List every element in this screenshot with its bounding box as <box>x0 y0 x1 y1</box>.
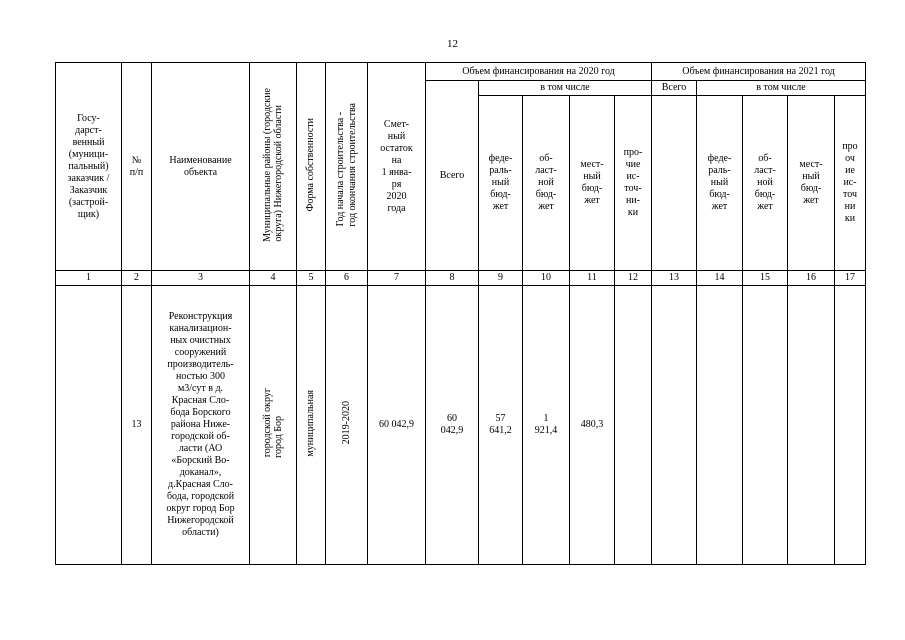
col-number: 3 <box>152 271 250 286</box>
col-number: 8 <box>426 271 479 286</box>
header-total-2021: Всего <box>652 81 697 96</box>
col-number: 2 <box>122 271 152 286</box>
header-row-no: № п/п <box>122 63 152 271</box>
header-object-name: Наименование объекта <box>152 63 250 271</box>
table-row <box>56 286 866 565</box>
header-districts <box>250 63 297 271</box>
cell-row-no: 13 <box>122 286 152 565</box>
col-number: 17 <box>835 271 866 286</box>
header-local-2020: мест- ный бюд- жет <box>570 96 615 271</box>
cell-regional-2020: 1 921,4 <box>523 286 570 565</box>
cell-customer <box>56 286 122 565</box>
header-incl-2021: в том числе <box>697 81 866 96</box>
cell-ownership-text: муниципальная <box>305 389 317 457</box>
header-incl-2020: в том числе <box>479 81 652 96</box>
cell-district-line-1: городской округ <box>261 388 273 458</box>
col-number: 9 <box>479 271 523 286</box>
cell-years-text: 2019-2020 <box>340 401 352 445</box>
page-number: 12 <box>447 38 458 50</box>
col-number: 7 <box>368 271 426 286</box>
header-fin-2020: Объем финансирования на 2020 год <box>426 63 652 81</box>
col-number: 13 <box>652 271 697 286</box>
cell-federal-2020: 57 641,2 <box>479 286 523 565</box>
header-years-line-2: год окончания строительства <box>346 102 358 227</box>
header-ownership <box>297 63 326 271</box>
cell-regional-2021 <box>743 286 788 565</box>
col-number: 15 <box>743 271 788 286</box>
header-federal-2020: феде- раль- ный бюд- жет <box>479 96 523 271</box>
header-federal-2021: феде- раль- ный бюд- жет <box>697 96 743 271</box>
col-number: 12 <box>615 271 652 286</box>
header-fin-2021: Объем финансирования на 2021 год <box>652 63 866 81</box>
col-number: 5 <box>297 271 326 286</box>
cell-total-2020: 60 042,9 <box>426 286 479 565</box>
header-other-2020: про- чие ис- точ- ни- ки <box>615 96 652 271</box>
header-local-2021: мест- ный бюд- жет <box>788 96 835 271</box>
cell-district <box>250 286 297 565</box>
cell-district-line-2: город Бор <box>273 415 284 458</box>
col-number: 16 <box>788 271 835 286</box>
cell-ownership <box>297 286 326 565</box>
header-districts-line-1: Муниципальные районы (городские <box>261 87 273 242</box>
cell-local-2020: 480,3 <box>570 286 615 565</box>
header-other-2021: про оч ие ис- точ ни ки <box>835 96 866 271</box>
cell-other-2021 <box>835 286 866 565</box>
cell-local-2021 <box>788 286 835 565</box>
header-districts-line-2: округа) Нижегородской области <box>273 104 284 242</box>
col-number: 1 <box>56 271 122 286</box>
cell-other-2020 <box>615 286 652 565</box>
cell-balance: 60 042,9 <box>368 286 426 565</box>
header-years-line-1: Год начала строительства - <box>335 111 346 227</box>
col-number: 10 <box>523 271 570 286</box>
header-ownership-text: Форма собственности <box>305 117 317 212</box>
col-number: 11 <box>570 271 615 286</box>
header-total-2020: Всего <box>426 81 479 271</box>
header-balance: Смет- ный остаток на 1 янва- ря 2020 года <box>368 63 426 271</box>
cell-object-name: Реконструкция канализацион- ных очистных сооружений производитель- ностью 300 м3/сут в д. Красная Сло- бода Борского района Ниже- городской об- ласти (АО «Борский Во- доканал», д.Красная Сло- бода, городской округ город Бор Нижегородской области) <box>152 286 250 565</box>
cell-federal-2021 <box>697 286 743 565</box>
financing-table <box>55 62 866 565</box>
header-empty-2021 <box>652 96 697 271</box>
col-number: 4 <box>250 271 297 286</box>
col-number: 14 <box>697 271 743 286</box>
cell-years <box>326 286 368 565</box>
header-customer: Госу- дарст- венный (муници- пальный) заказчик / Заказчик (застрой- щик) <box>56 63 122 271</box>
header-regional-2020: об- ласт- ной бюд- жет <box>523 96 570 271</box>
col-number: 6 <box>326 271 368 286</box>
header-regional-2021: об- ласт- ной бюд- жет <box>743 96 788 271</box>
header-years <box>326 63 368 271</box>
cell-total-2021 <box>652 286 697 565</box>
